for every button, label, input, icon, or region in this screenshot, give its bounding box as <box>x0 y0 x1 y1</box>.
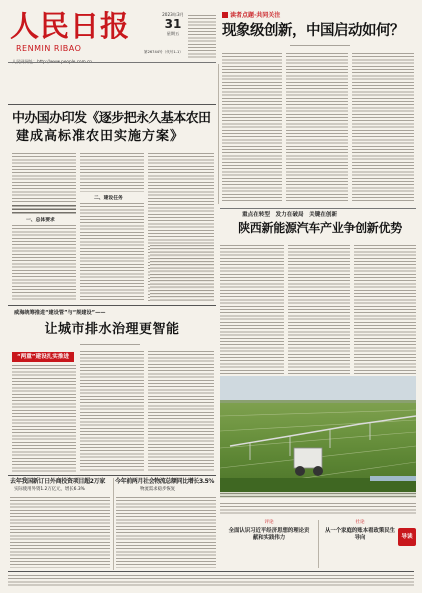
drainage-col1 <box>12 364 76 472</box>
date-box <box>161 12 185 36</box>
ev-col3 <box>288 244 350 374</box>
top-story-col2 <box>286 52 348 202</box>
top-story-byline <box>290 44 350 47</box>
date-weekday: 星期五 <box>166 31 180 36</box>
footer-right[interactable] <box>320 520 400 568</box>
bottom-left-subtitle: 实际使用外资1.2万亿元，增长6.3% <box>14 487 85 492</box>
footer-left-tag: 评论 <box>264 520 274 525</box>
footer-left-text: 全面认识习近平经济思想的理论贡献和实践伟力 <box>228 528 310 541</box>
top-story-col1 <box>222 52 282 202</box>
footer-rule <box>8 571 414 572</box>
bottom-mid-body <box>116 496 216 568</box>
lead-col1-a <box>12 152 76 202</box>
footer-right-text: 从一个家庭的账本看政策民生导向 <box>324 528 396 541</box>
right-bottom-body <box>220 502 416 516</box>
lead-title-line1: 中办国办印发《逐步把永久基本农田 <box>12 111 211 126</box>
bottom-mid-title[interactable]: 今年前两月社会物流总额同比增长3.5% <box>115 478 215 485</box>
drainage-col2 <box>80 350 144 472</box>
lead-col1-bold <box>12 204 76 214</box>
lead-col2-a <box>80 152 144 192</box>
footer-right-tag: 社论 <box>355 520 365 525</box>
bottom-left-body <box>10 496 110 568</box>
drainage-byline <box>80 343 140 346</box>
bottom-rule <box>8 475 216 476</box>
drainage-highlight-box <box>12 352 74 362</box>
drainage-rule <box>8 305 216 306</box>
top-story-title[interactable]: 现象级创新，中国启动如何？ <box>222 23 404 39</box>
top-story <box>220 6 416 206</box>
masthead-logo: 人民日报 <box>10 9 131 43</box>
photo-caption <box>220 492 416 498</box>
lead-story-headline[interactable] <box>12 110 212 146</box>
corner-badge[interactable] <box>398 528 416 546</box>
farmland-photo <box>220 376 416 498</box>
column-divider <box>218 64 219 204</box>
ev-col4 <box>354 244 416 374</box>
lead-rule-top <box>8 104 216 105</box>
footer-left[interactable] <box>222 520 316 568</box>
ev-col1 <box>150 244 214 302</box>
footer-strip <box>8 574 414 586</box>
ev-title[interactable]: 陕西新能源汽车产业争创新优势 <box>238 221 402 235</box>
drainage-kicker: 威海统筹推进“建设管”与“规建设”—— <box>14 310 106 316</box>
masthead-rule <box>8 62 216 63</box>
drainage-title[interactable]: 让城市排水治理更智能 <box>44 322 180 337</box>
masthead <box>10 8 216 108</box>
lead-col1-b <box>12 224 76 302</box>
lead-subsection2: 二、建设任务 <box>94 196 123 201</box>
lead-title-line2: 建成高标准农田实施方案》 <box>16 129 185 144</box>
bottom-left-title[interactable]: 去年我国新订日外商投资项目超2万家 <box>10 478 106 485</box>
drainage-col3 <box>148 350 214 472</box>
masthead-info-block <box>188 14 216 60</box>
top-story-col3 <box>352 52 414 202</box>
drainage-highlight-label: “两重”建设扎实推进 <box>16 354 70 360</box>
ev-kicker: 重点在转型 发力在破局 关键在创新 <box>242 212 338 218</box>
section-tag-marker-icon <box>222 12 228 18</box>
irrigation-machine-icon <box>220 376 416 498</box>
ev-col2 <box>220 244 284 374</box>
date-day: 31 <box>164 17 182 31</box>
lead-col2-b <box>80 202 144 302</box>
section-tag-label: 读者点题·共同关注 <box>230 12 281 19</box>
ev-rule <box>220 208 416 209</box>
bottom-divider <box>113 478 114 570</box>
footer-divider <box>318 520 319 568</box>
masthead-pinyin: RENMIN RIBAO <box>16 44 82 53</box>
lead-subsection1: 一、总体要求 <box>26 218 55 223</box>
bottom-mid-subtitle: 物流需求稳步恢复 <box>140 487 176 492</box>
section-tag <box>222 10 280 19</box>
date-month: 2023年3月 <box>162 12 184 17</box>
issue-number: 第26744号（代号1-1） <box>144 50 183 54</box>
corner-badge-label: 导读 <box>401 534 413 540</box>
